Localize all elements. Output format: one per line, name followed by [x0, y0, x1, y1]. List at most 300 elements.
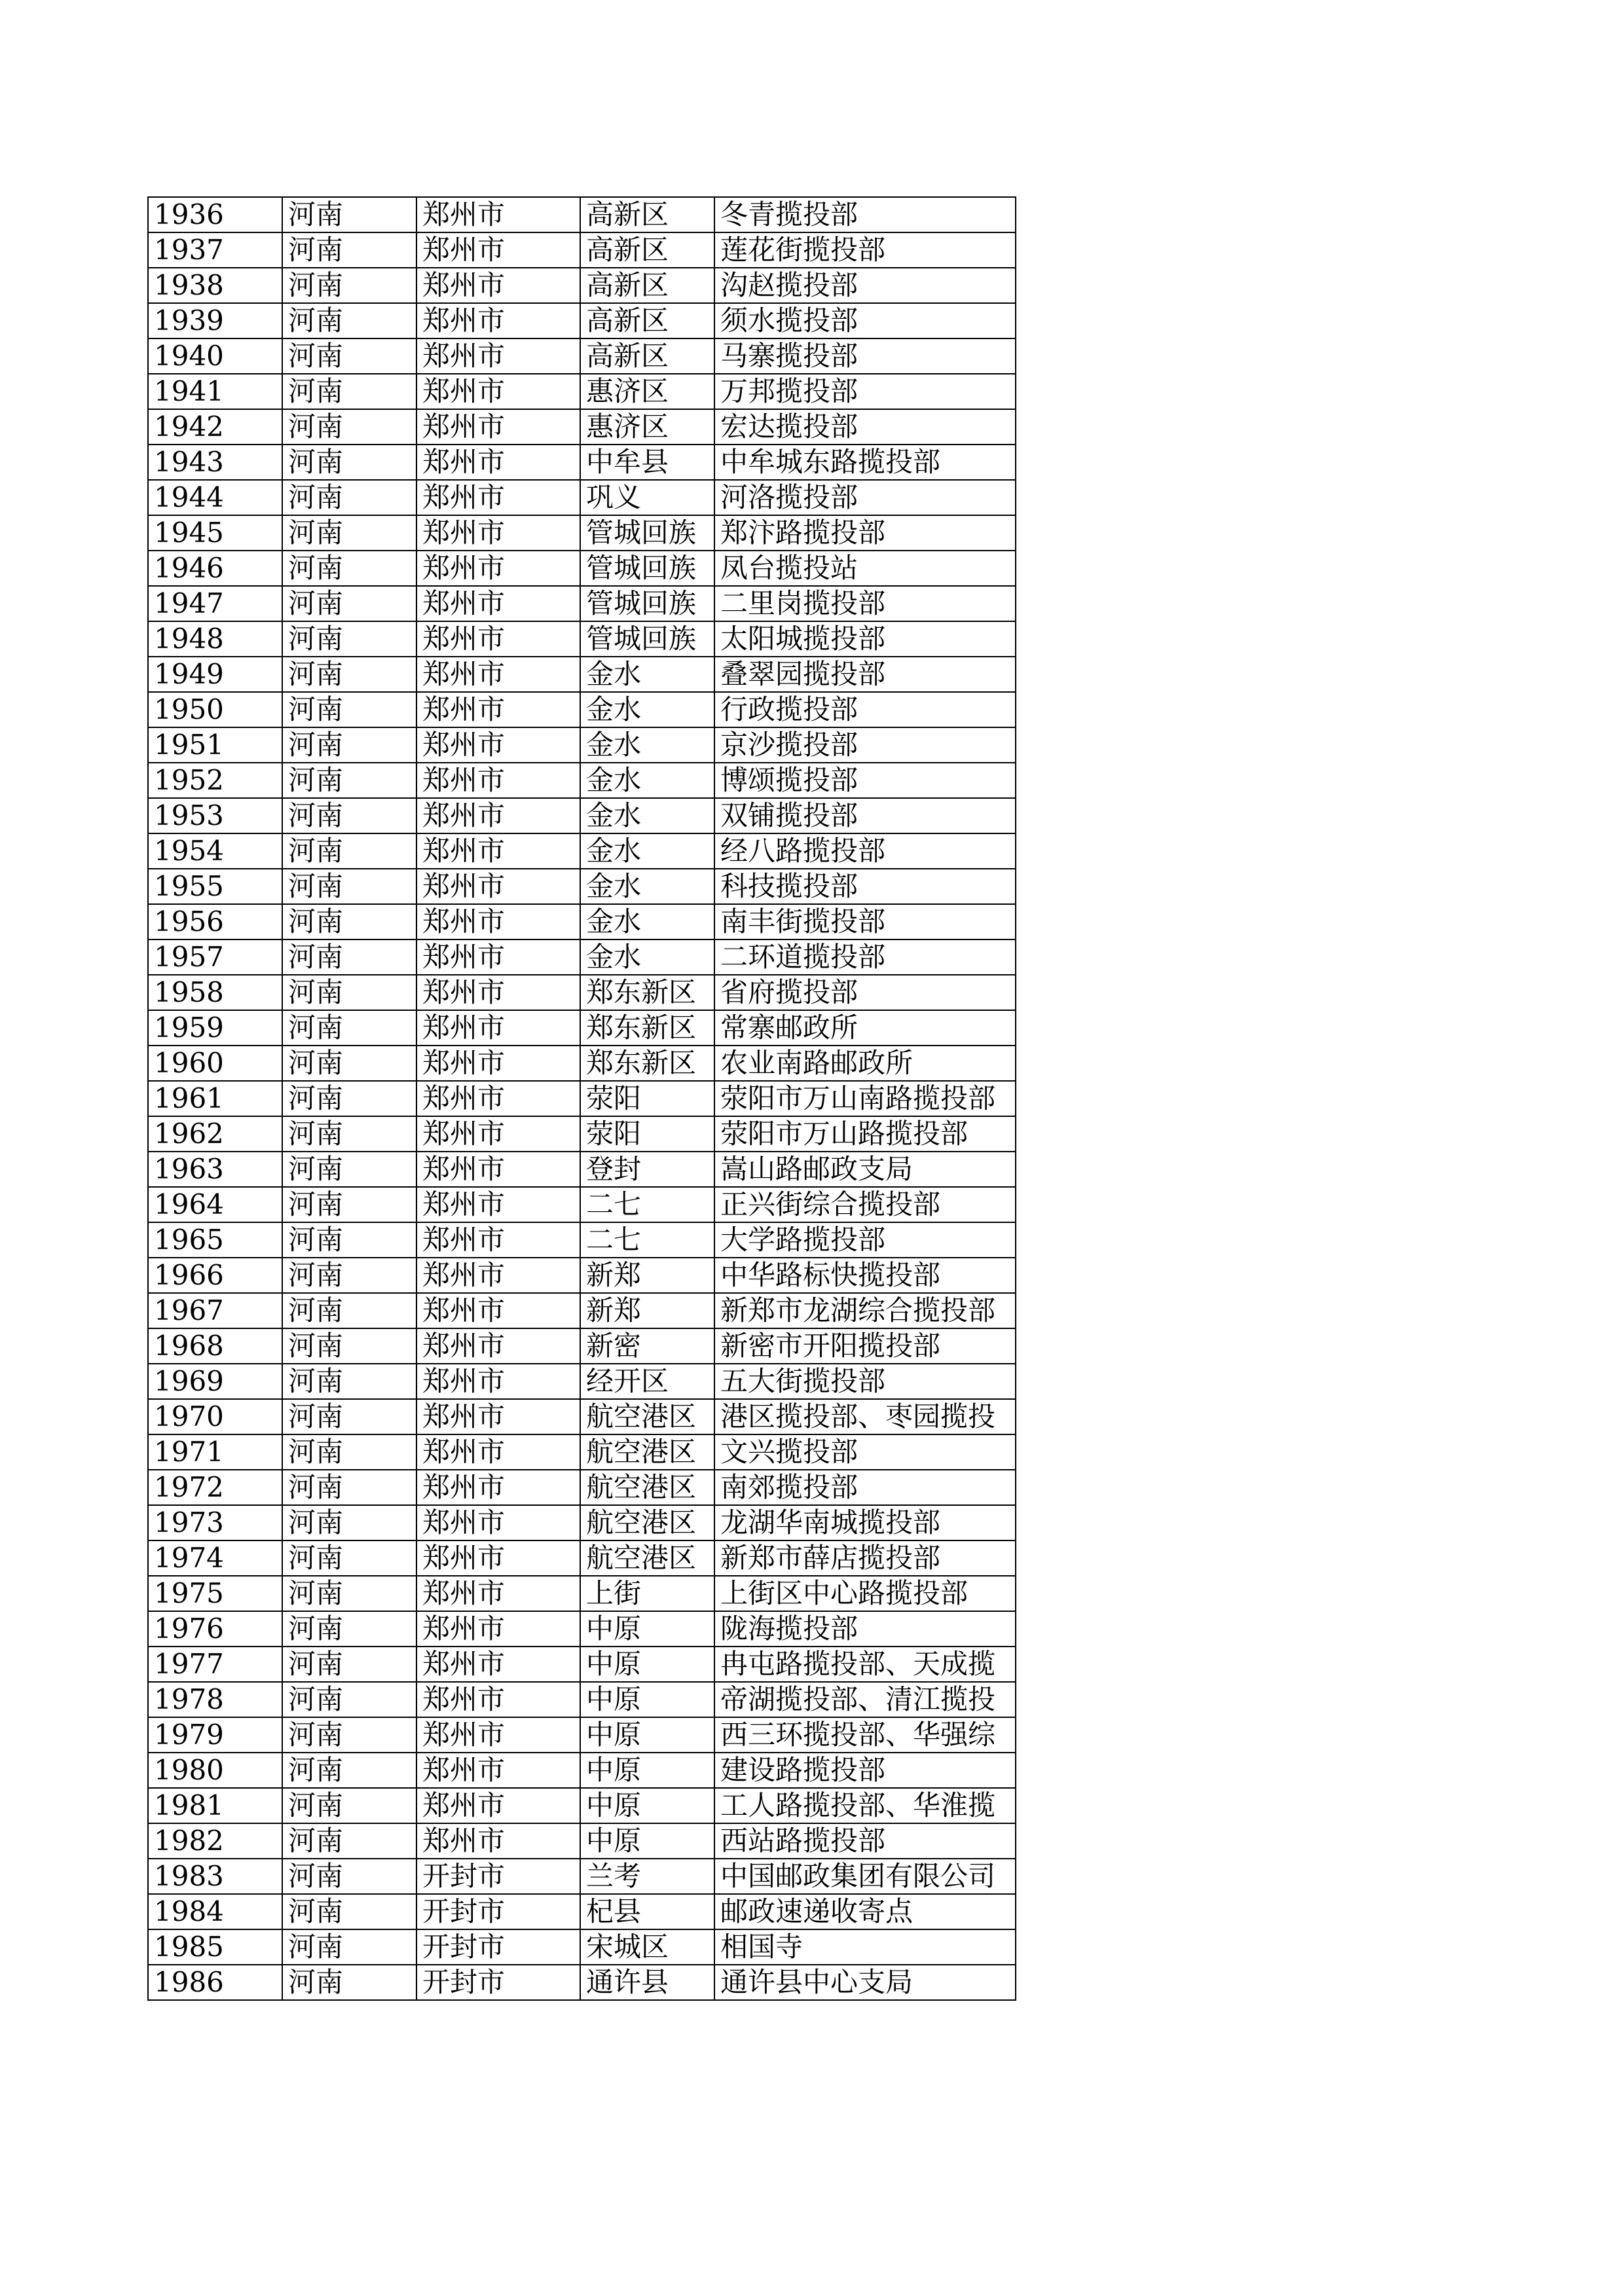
city-cell: 郑州市: [416, 1046, 580, 1081]
city-cell: 郑州市: [416, 727, 580, 763]
outlet-name-cell: 凤台揽投站: [714, 551, 1016, 586]
table-row: [148, 1293, 1016, 1328]
district-cell: 航空港区: [580, 1470, 714, 1505]
district-cell: 通许县: [580, 1965, 714, 2000]
table-row: [148, 586, 1016, 621]
district-cell: 登封: [580, 1152, 714, 1187]
table-row: [148, 1364, 1016, 1399]
province-cell: 河南: [282, 1753, 416, 1788]
city-cell: 郑州市: [416, 1328, 580, 1364]
city-cell: 郑州市: [416, 833, 580, 869]
outlet-name-cell: 京沙揽投部: [714, 727, 1016, 763]
province-cell: 河南: [282, 480, 416, 515]
table-row: [148, 1576, 1016, 1611]
row-number-cell: 1957: [148, 939, 282, 975]
row-number-cell: 1968: [148, 1328, 282, 1364]
outlet-name-cell: 莲花街揽投部: [714, 232, 1016, 268]
province-cell: 河南: [282, 1647, 416, 1682]
table-row: [148, 1328, 1016, 1364]
table-row: [148, 763, 1016, 798]
province-cell: 河南: [282, 1470, 416, 1505]
city-cell: 郑州市: [416, 586, 580, 621]
row-number-cell: 1976: [148, 1611, 282, 1647]
district-cell: 中牟县: [580, 445, 714, 480]
table-row: [148, 268, 1016, 303]
province-cell: 河南: [282, 939, 416, 975]
city-cell: 郑州市: [416, 621, 580, 657]
province-cell: 河南: [282, 833, 416, 869]
outlet-name-cell: 须水揽投部: [714, 303, 1016, 338]
table-row: [148, 551, 1016, 586]
province-cell: 河南: [282, 515, 416, 551]
table-row: [148, 197, 1016, 232]
outlet-name-cell: 经八路揽投部: [714, 833, 1016, 869]
district-cell: 管城回族: [580, 621, 714, 657]
city-cell: 郑州市: [416, 445, 580, 480]
province-cell: 河南: [282, 1293, 416, 1328]
table-row: [148, 1788, 1016, 1823]
outlet-name-cell: 荥阳市万山南路揽投部: [714, 1081, 1016, 1116]
row-number-cell: 1951: [148, 727, 282, 763]
row-number-cell: 1983: [148, 1859, 282, 1894]
outlet-name-cell: 相国寺: [714, 1929, 1016, 1965]
outlet-name-cell: 南郊揽投部: [714, 1470, 1016, 1505]
district-cell: 中原: [580, 1682, 714, 1717]
outlet-name-cell: 龙湖华南城揽投部: [714, 1505, 1016, 1540]
city-cell: 郑州市: [416, 551, 580, 586]
row-number-cell: 1952: [148, 763, 282, 798]
table-row: [148, 1682, 1016, 1717]
province-cell: 河南: [282, 621, 416, 657]
row-number-cell: 1977: [148, 1647, 282, 1682]
outlet-name-cell: 建设路揽投部: [714, 1753, 1016, 1788]
city-cell: 郑州市: [416, 869, 580, 904]
row-number-cell: 1965: [148, 1222, 282, 1258]
table-row: [148, 1894, 1016, 1929]
outlet-name-cell: 科技揽投部: [714, 869, 1016, 904]
province-cell: 河南: [282, 1682, 416, 1717]
outlet-name-cell: 南丰街揽投部: [714, 904, 1016, 939]
city-cell: 郑州市: [416, 374, 580, 409]
row-number-cell: 1950: [148, 692, 282, 727]
table-row: [148, 798, 1016, 833]
district-cell: 惠济区: [580, 409, 714, 445]
city-cell: 郑州市: [416, 1434, 580, 1470]
city-cell: 郑州市: [416, 1505, 580, 1540]
district-cell: 管城回族: [580, 515, 714, 551]
outlet-name-cell: 新郑市龙湖综合揽投部: [714, 1293, 1016, 1328]
city-cell: 开封市: [416, 1859, 580, 1894]
city-cell: 郑州市: [416, 1116, 580, 1152]
province-cell: 河南: [282, 692, 416, 727]
district-cell: 中原: [580, 1717, 714, 1753]
row-number-cell: 1985: [148, 1929, 282, 1965]
table-body: [148, 197, 1016, 2000]
table-row: [148, 1046, 1016, 1081]
province-cell: 河南: [282, 1010, 416, 1046]
row-number-cell: 1948: [148, 621, 282, 657]
province-cell: 河南: [282, 1823, 416, 1859]
district-cell: 金水: [580, 657, 714, 692]
district-cell: 惠济区: [580, 374, 714, 409]
district-cell: 高新区: [580, 232, 714, 268]
row-number-cell: 1936: [148, 197, 282, 232]
district-cell: 新密: [580, 1328, 714, 1364]
row-number-cell: 1943: [148, 445, 282, 480]
outlet-name-cell: 沟赵揽投部: [714, 268, 1016, 303]
row-number-cell: 1937: [148, 232, 282, 268]
district-cell: 高新区: [580, 268, 714, 303]
district-cell: 上街: [580, 1576, 714, 1611]
table-row: [148, 1611, 1016, 1647]
row-number-cell: 1959: [148, 1010, 282, 1046]
outlet-name-cell: 西站路揽投部: [714, 1823, 1016, 1859]
row-number-cell: 1966: [148, 1258, 282, 1293]
district-cell: 郑东新区: [580, 1046, 714, 1081]
city-cell: 郑州市: [416, 480, 580, 515]
district-cell: 杞县: [580, 1894, 714, 1929]
province-cell: 河南: [282, 409, 416, 445]
district-cell: 高新区: [580, 303, 714, 338]
city-cell: 郑州市: [416, 692, 580, 727]
row-number-cell: 1955: [148, 869, 282, 904]
table-row: [148, 1505, 1016, 1540]
city-cell: 郑州市: [416, 197, 580, 232]
outlet-name-cell: 叠翠园揽投部: [714, 657, 1016, 692]
province-cell: 河南: [282, 1434, 416, 1470]
city-cell: 郑州市: [416, 515, 580, 551]
outlet-name-cell: 冉屯路揽投部、天成揽: [714, 1647, 1016, 1682]
city-cell: 郑州市: [416, 1753, 580, 1788]
table-row: [148, 515, 1016, 551]
province-cell: 河南: [282, 232, 416, 268]
table-row: [148, 869, 1016, 904]
row-number-cell: 1958: [148, 975, 282, 1010]
row-number-cell: 1956: [148, 904, 282, 939]
province-cell: 河南: [282, 1364, 416, 1399]
row-number-cell: 1954: [148, 833, 282, 869]
row-number-cell: 1972: [148, 1470, 282, 1505]
outlet-name-cell: 双铺揽投部: [714, 798, 1016, 833]
outlet-name-cell: 嵩山路邮政支局: [714, 1152, 1016, 1187]
district-cell: 高新区: [580, 338, 714, 374]
district-cell: 兰考: [580, 1859, 714, 1894]
city-cell: 郑州市: [416, 303, 580, 338]
outlet-name-cell: 宏达揽投部: [714, 409, 1016, 445]
district-cell: 荥阳: [580, 1116, 714, 1152]
table-row: [148, 1222, 1016, 1258]
row-number-cell: 1944: [148, 480, 282, 515]
district-cell: 航空港区: [580, 1399, 714, 1434]
outlet-name-cell: 马寨揽投部: [714, 338, 1016, 374]
city-cell: 郑州市: [416, 1682, 580, 1717]
outlet-name-cell: 冬青揽投部: [714, 197, 1016, 232]
outlet-name-cell: 农业南路邮政所: [714, 1046, 1016, 1081]
district-cell: 中原: [580, 1611, 714, 1647]
table-row: [148, 621, 1016, 657]
city-cell: 开封市: [416, 1965, 580, 2000]
district-cell: 管城回族: [580, 551, 714, 586]
row-number-cell: 1938: [148, 268, 282, 303]
city-cell: 郑州市: [416, 1187, 580, 1222]
city-cell: 郑州市: [416, 1258, 580, 1293]
table-row: [148, 1823, 1016, 1859]
district-cell: 新郑: [580, 1258, 714, 1293]
row-number-cell: 1973: [148, 1505, 282, 1540]
city-cell: 郑州市: [416, 1717, 580, 1753]
table-row: [148, 1929, 1016, 1965]
outlet-name-cell: 西三环揽投部、华强综: [714, 1717, 1016, 1753]
province-cell: 河南: [282, 975, 416, 1010]
table-row: [148, 904, 1016, 939]
district-cell: 航空港区: [580, 1434, 714, 1470]
outlet-name-cell: 中华路标快揽投部: [714, 1258, 1016, 1293]
outlet-name-cell: 新郑市薛店揽投部: [714, 1540, 1016, 1576]
table-row: [148, 975, 1016, 1010]
table-row: [148, 1647, 1016, 1682]
row-number-cell: 1964: [148, 1187, 282, 1222]
row-number-cell: 1978: [148, 1682, 282, 1717]
city-cell: 郑州市: [416, 798, 580, 833]
row-number-cell: 1967: [148, 1293, 282, 1328]
table-row: [148, 1753, 1016, 1788]
province-cell: 河南: [282, 1116, 416, 1152]
row-number-cell: 1986: [148, 1965, 282, 2000]
table-row: [148, 1470, 1016, 1505]
table-row: [148, 232, 1016, 268]
district-cell: 金水: [580, 939, 714, 975]
outlet-name-cell: 荥阳市万山路揽投部: [714, 1116, 1016, 1152]
table-row: [148, 1116, 1016, 1152]
province-cell: 河南: [282, 1965, 416, 2000]
table-row: [148, 374, 1016, 409]
province-cell: 河南: [282, 268, 416, 303]
table-row: [148, 1010, 1016, 1046]
province-cell: 河南: [282, 1859, 416, 1894]
table-row: [148, 692, 1016, 727]
row-number-cell: 1947: [148, 586, 282, 621]
row-number-cell: 1939: [148, 303, 282, 338]
city-cell: 郑州市: [416, 232, 580, 268]
province-cell: 河南: [282, 445, 416, 480]
outlet-name-cell: 正兴街综合揽投部: [714, 1187, 1016, 1222]
province-cell: 河南: [282, 1894, 416, 1929]
province-cell: 河南: [282, 374, 416, 409]
province-cell: 河南: [282, 1222, 416, 1258]
province-cell: 河南: [282, 1081, 416, 1116]
city-cell: 郑州市: [416, 1222, 580, 1258]
district-cell: 金水: [580, 763, 714, 798]
district-cell: 金水: [580, 692, 714, 727]
province-cell: 河南: [282, 1717, 416, 1753]
table-row: [148, 480, 1016, 515]
row-number-cell: 1970: [148, 1399, 282, 1434]
province-cell: 河南: [282, 303, 416, 338]
district-cell: 巩义: [580, 480, 714, 515]
row-number-cell: 1962: [148, 1116, 282, 1152]
outlet-name-cell: 通许县中心支局: [714, 1965, 1016, 2000]
district-cell: 航空港区: [580, 1505, 714, 1540]
province-cell: 河南: [282, 197, 416, 232]
district-cell: 荥阳: [580, 1081, 714, 1116]
row-number-cell: 1942: [148, 409, 282, 445]
city-cell: 郑州市: [416, 1470, 580, 1505]
district-cell: 郑东新区: [580, 1010, 714, 1046]
district-cell: 金水: [580, 833, 714, 869]
district-cell: 金水: [580, 798, 714, 833]
district-cell: 中原: [580, 1823, 714, 1859]
table-row: [148, 1434, 1016, 1470]
table-row: [148, 1258, 1016, 1293]
table-row: [148, 1187, 1016, 1222]
city-cell: 郑州市: [416, 1823, 580, 1859]
province-cell: 河南: [282, 1187, 416, 1222]
city-cell: 郑州市: [416, 1364, 580, 1399]
outlet-name-cell: 陇海揽投部: [714, 1611, 1016, 1647]
city-cell: 郑州市: [416, 1788, 580, 1823]
table-row: [148, 1081, 1016, 1116]
row-number-cell: 1949: [148, 657, 282, 692]
table-row: [148, 727, 1016, 763]
table-row: [148, 1399, 1016, 1434]
city-cell: 郑州市: [416, 338, 580, 374]
table-row: [148, 1540, 1016, 1576]
table-row: [148, 1152, 1016, 1187]
outlet-name-cell: 中国邮政集团有限公司: [714, 1859, 1016, 1894]
province-cell: 河南: [282, 1576, 416, 1611]
row-number-cell: 1974: [148, 1540, 282, 1576]
province-cell: 河南: [282, 1399, 416, 1434]
province-cell: 河南: [282, 1929, 416, 1965]
province-cell: 河南: [282, 798, 416, 833]
outlet-name-cell: 博颂揽投部: [714, 763, 1016, 798]
row-number-cell: 1969: [148, 1364, 282, 1399]
outlet-name-cell: 郑汴路揽投部: [714, 515, 1016, 551]
table-row: [148, 445, 1016, 480]
table-row: [148, 409, 1016, 445]
outlet-name-cell: 二环道揽投部: [714, 939, 1016, 975]
table-row: [148, 833, 1016, 869]
city-cell: 郑州市: [416, 1293, 580, 1328]
district-cell: 金水: [580, 727, 714, 763]
province-cell: 河南: [282, 657, 416, 692]
city-cell: 郑州市: [416, 1576, 580, 1611]
district-cell: 金水: [580, 904, 714, 939]
row-number-cell: 1980: [148, 1753, 282, 1788]
row-number-cell: 1941: [148, 374, 282, 409]
city-cell: 郑州市: [416, 1540, 580, 1576]
city-cell: 郑州市: [416, 657, 580, 692]
province-cell: 河南: [282, 551, 416, 586]
table-row: [148, 338, 1016, 374]
outlet-name-cell: 港区揽投部、枣园揽投: [714, 1399, 1016, 1434]
district-cell: 中原: [580, 1647, 714, 1682]
table-row: [148, 303, 1016, 338]
outlet-name-cell: 文兴揽投部: [714, 1434, 1016, 1470]
row-number-cell: 1961: [148, 1081, 282, 1116]
district-cell: 管城回族: [580, 586, 714, 621]
city-cell: 郑州市: [416, 409, 580, 445]
outlet-name-cell: 邮政速递收寄点: [714, 1894, 1016, 1929]
row-number-cell: 1963: [148, 1152, 282, 1187]
row-number-cell: 1953: [148, 798, 282, 833]
city-cell: 郑州市: [416, 1611, 580, 1647]
city-cell: 郑州市: [416, 904, 580, 939]
district-cell: 中原: [580, 1753, 714, 1788]
city-cell: 郑州市: [416, 268, 580, 303]
row-number-cell: 1975: [148, 1576, 282, 1611]
city-cell: 郑州市: [416, 1399, 580, 1434]
province-cell: 河南: [282, 1258, 416, 1293]
city-cell: 郑州市: [416, 1647, 580, 1682]
city-cell: 郑州市: [416, 975, 580, 1010]
outlet-name-cell: 万邦揽投部: [714, 374, 1016, 409]
province-cell: 河南: [282, 1328, 416, 1364]
district-cell: 金水: [580, 869, 714, 904]
row-number-cell: 1971: [148, 1434, 282, 1470]
data-table: [147, 196, 1016, 2001]
outlet-name-cell: 中牟城东路揽投部: [714, 445, 1016, 480]
city-cell: 郑州市: [416, 1010, 580, 1046]
table-row: [148, 939, 1016, 975]
city-cell: 郑州市: [416, 763, 580, 798]
province-cell: 河南: [282, 1505, 416, 1540]
district-cell: 宋城区: [580, 1929, 714, 1965]
outlet-name-cell: 省府揽投部: [714, 975, 1016, 1010]
table-row: [148, 657, 1016, 692]
outlet-name-cell: 河洛揽投部: [714, 480, 1016, 515]
outlet-name-cell: 五大街揽投部: [714, 1364, 1016, 1399]
city-cell: 开封市: [416, 1929, 580, 1965]
district-cell: 郑东新区: [580, 975, 714, 1010]
province-cell: 河南: [282, 727, 416, 763]
district-cell: 中原: [580, 1788, 714, 1823]
row-number-cell: 1984: [148, 1894, 282, 1929]
row-number-cell: 1979: [148, 1717, 282, 1753]
table-row: [148, 1717, 1016, 1753]
district-cell: 经开区: [580, 1364, 714, 1399]
outlet-name-cell: 行政揽投部: [714, 692, 1016, 727]
table-row: [148, 1965, 1016, 2000]
row-number-cell: 1982: [148, 1823, 282, 1859]
outlet-name-cell: 二里岗揽投部: [714, 586, 1016, 621]
province-cell: 河南: [282, 1152, 416, 1187]
outlet-name-cell: 太阳城揽投部: [714, 621, 1016, 657]
city-cell: 郑州市: [416, 1152, 580, 1187]
row-number-cell: 1960: [148, 1046, 282, 1081]
district-cell: 二七: [580, 1222, 714, 1258]
district-cell: 新郑: [580, 1293, 714, 1328]
city-cell: 开封市: [416, 1894, 580, 1929]
province-cell: 河南: [282, 1046, 416, 1081]
province-cell: 河南: [282, 904, 416, 939]
outlet-name-cell: 新密市开阳揽投部: [714, 1328, 1016, 1364]
outlet-name-cell: 工人路揽投部、华淮揽: [714, 1788, 1016, 1823]
province-cell: 河南: [282, 763, 416, 798]
province-cell: 河南: [282, 869, 416, 904]
province-cell: 河南: [282, 1540, 416, 1576]
row-number-cell: 1940: [148, 338, 282, 374]
province-cell: 河南: [282, 1788, 416, 1823]
outlet-name-cell: 大学路揽投部: [714, 1222, 1016, 1258]
district-cell: 高新区: [580, 197, 714, 232]
city-cell: 郑州市: [416, 939, 580, 975]
district-cell: 二七: [580, 1187, 714, 1222]
outlet-name-cell: 帝湖揽投部、清江揽投: [714, 1682, 1016, 1717]
row-number-cell: 1981: [148, 1788, 282, 1823]
province-cell: 河南: [282, 586, 416, 621]
province-cell: 河南: [282, 338, 416, 374]
